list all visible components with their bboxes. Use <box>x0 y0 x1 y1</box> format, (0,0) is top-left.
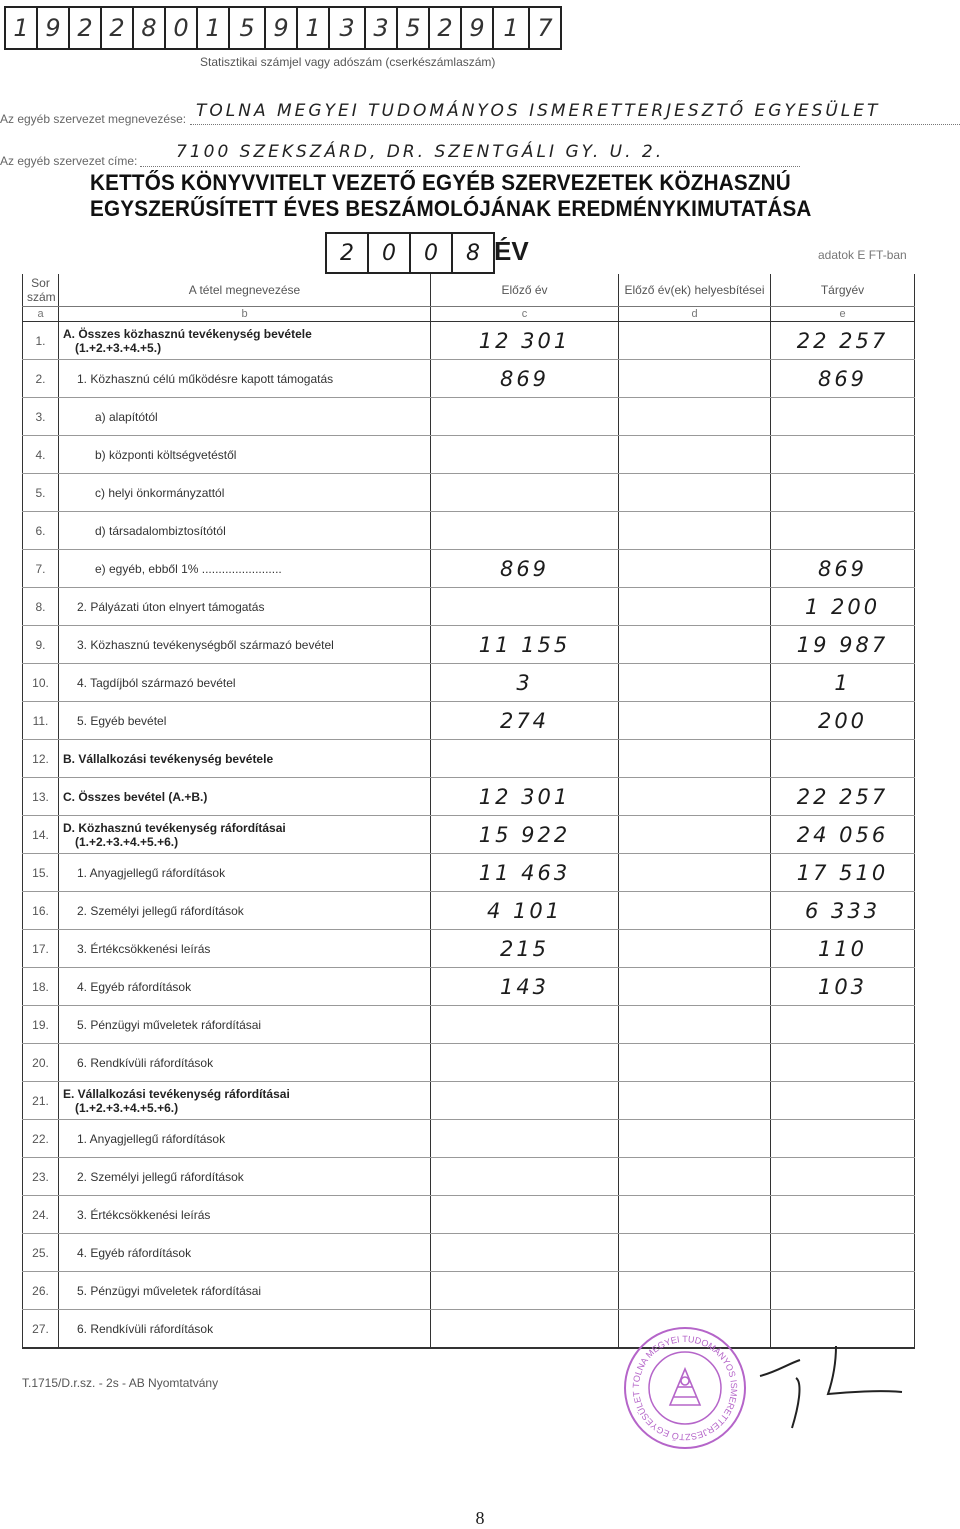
table-row <box>23 474 915 512</box>
org-address-value: 7100 SZEKSZÁRD, DR. SZENTGÁLI GY. U. 2. <box>176 142 665 162</box>
prev-year-value <box>431 1082 619 1120</box>
prev-year-value: 11 463 <box>431 854 619 892</box>
adjustment-value <box>619 816 771 854</box>
header-curr: Tárgyév <box>771 274 915 307</box>
prev-year-value: 143 <box>431 968 619 1006</box>
row-label: 4. Egyéb ráfordítások <box>77 1245 192 1260</box>
row-label: d) társadalombiztosítótól <box>95 523 226 538</box>
row-label-cell <box>59 1196 431 1234</box>
row-label-formula: (1.+2.+3.+4.+5.+6.) <box>75 1100 179 1115</box>
row-label: e) egyéb, ebből 1% ........................ <box>95 561 282 576</box>
stat-digit-box: 1 <box>4 6 38 50</box>
current-year-value <box>771 1044 915 1082</box>
adjustment-value <box>619 778 771 816</box>
table-letter-row <box>23 307 915 322</box>
stat-digit-box: 9 <box>36 6 70 50</box>
row-label-cell <box>59 702 431 740</box>
adjustment-value <box>619 1158 771 1196</box>
row-label-cell <box>59 778 431 816</box>
current-year-value: 103 <box>771 968 915 1006</box>
prev-year-value <box>431 1196 619 1234</box>
year-digit-box: 0 <box>409 232 453 274</box>
statistical-number-caption: Statisztikai számjel vagy adószám (cserkészámlaszám) <box>200 55 496 69</box>
stat-digit-box: 0 <box>164 6 198 50</box>
table-row <box>23 816 915 854</box>
prev-year-value <box>431 1006 619 1044</box>
header-prev: Előző év <box>431 274 619 307</box>
row-number: 5. <box>23 474 59 512</box>
current-year-value: 1 200 <box>771 588 915 626</box>
current-year-value: 24 056 <box>771 816 915 854</box>
row-number: 2. <box>23 360 59 398</box>
row-number: 26. <box>23 1272 59 1310</box>
prev-year-value <box>431 474 619 512</box>
report-title-line2: EGYSZERŰSÍTETT ÉVES BESZÁMOLÓJÁNAK EREDMÉNYKIMUTATÁSA <box>90 196 812 221</box>
stat-digit-box: 8 <box>132 6 166 50</box>
row-label: 2. Pályázati úton elnyert támogatás <box>77 599 265 614</box>
row-label-cell <box>59 436 431 474</box>
adjustment-value <box>619 702 771 740</box>
table-row <box>23 1120 915 1158</box>
adjustment-value <box>619 1272 771 1310</box>
statistical-number-boxes <box>4 6 560 50</box>
stat-digit-box: 7 <box>528 6 562 50</box>
header-adj: Előző év(ek) helyesbítései <box>619 274 771 307</box>
row-label-formula: (1.+2.+3.+4.+5.+6.) <box>75 834 179 849</box>
prev-year-value <box>431 1044 619 1082</box>
row-number: 15. <box>23 854 59 892</box>
prev-year-value <box>431 588 619 626</box>
stat-digit-box: 1 <box>492 6 530 50</box>
adjustment-value <box>619 1196 771 1234</box>
stat-digit-box: 3 <box>328 6 366 50</box>
year-digit-box: 8 <box>451 232 495 274</box>
current-year-value: 19 987 <box>771 626 915 664</box>
print-code: T.1715/D.r.sz. - 2s - AB Nyomtatvány <box>22 1376 219 1390</box>
row-label-cell <box>59 930 431 968</box>
current-year-value <box>771 1082 915 1120</box>
row-number: 24. <box>23 1196 59 1234</box>
prev-year-value <box>431 1272 619 1310</box>
adjustment-value <box>619 1044 771 1082</box>
org-address-label: Az egyéb szervezet címe: <box>0 154 138 168</box>
current-year-value: 1 <box>771 664 915 702</box>
row-label: 4. Tagdíjból származó bevétel <box>77 675 236 690</box>
current-year-value <box>771 436 915 474</box>
table-row <box>23 740 915 778</box>
row-number: 4. <box>23 436 59 474</box>
current-year-value <box>771 1158 915 1196</box>
table-row <box>23 702 915 740</box>
year-digit-box: 0 <box>367 232 411 274</box>
row-label-cell <box>59 398 431 436</box>
row-label: b) központi költségvetéstől <box>95 447 237 462</box>
table-header-row <box>23 274 915 307</box>
stamp-emblem <box>670 1369 700 1405</box>
table-row <box>23 930 915 968</box>
row-label: c) helyi önkormányzattól <box>95 485 225 500</box>
row-label: D. Közhasznú tevékenység ráfordításai <box>63 820 286 835</box>
row-label: 3. Közhasznú tevékenységből származó bevétel <box>77 637 334 652</box>
table-row <box>23 588 915 626</box>
row-number: 7. <box>23 550 59 588</box>
prev-year-value: 4 101 <box>431 892 619 930</box>
current-year-value: 17 510 <box>771 854 915 892</box>
row-label: A. Összes közhasznú tevékenység bevétele <box>63 326 312 341</box>
prev-year-value: 12 301 <box>431 778 619 816</box>
row-number: 18. <box>23 968 59 1006</box>
current-year-value <box>771 1196 915 1234</box>
header-item: A tétel megnevezése <box>59 274 431 307</box>
row-label: 3. Értékcsökkenési leírás <box>77 1207 211 1222</box>
prev-year-value <box>431 1158 619 1196</box>
stat-digit-box: 2 <box>68 6 102 50</box>
current-year-value <box>771 474 915 512</box>
row-number: 14. <box>23 816 59 854</box>
current-year-value: 22 257 <box>771 322 915 360</box>
current-year-value <box>771 1234 915 1272</box>
adjustment-value <box>619 664 771 702</box>
org-address-underline <box>140 166 800 167</box>
row-label-cell <box>59 664 431 702</box>
adjustment-value <box>619 626 771 664</box>
row-label: 2. Személyi jellegű ráfordítások <box>77 1169 244 1184</box>
stat-digit-box: 3 <box>364 6 398 50</box>
org-name-label: Az egyéb szervezet megnevezése: <box>0 112 187 126</box>
adjustment-value <box>619 436 771 474</box>
row-number: 20. <box>23 1044 59 1082</box>
table-row <box>23 436 915 474</box>
row-number: 25. <box>23 1234 59 1272</box>
table-row <box>23 1196 915 1234</box>
prev-year-value <box>431 436 619 474</box>
prev-year-value: 3 <box>431 664 619 702</box>
adjustment-value <box>619 1006 771 1044</box>
table-row <box>23 550 915 588</box>
row-label-cell <box>59 1082 431 1120</box>
row-label-cell <box>59 512 431 550</box>
row-label-cell <box>59 740 431 778</box>
row-label: C. Összes bevétel (A.+B.) <box>63 789 208 804</box>
row-label: 5. Pénzügyi műveletek ráfordításai <box>77 1283 262 1298</box>
year-digit-box: 2 <box>325 232 369 274</box>
row-label-formula: (1.+2.+3.+4.+5.) <box>75 340 162 355</box>
prev-year-value: 15 922 <box>431 816 619 854</box>
prev-year-value <box>431 1120 619 1158</box>
table-row <box>23 398 915 436</box>
organization-stamp <box>622 1325 748 1451</box>
row-label: 3. Értékcsökkenési leírás <box>77 941 211 956</box>
org-name-value: TOLNA MEGYEI TUDOMÁNYOS ISMERETTERJESZTŐ EGYESÜLET <box>196 101 881 121</box>
row-label: 4. Egyéb ráfordítások <box>77 979 192 994</box>
row-number: 19. <box>23 1006 59 1044</box>
row-label: 6. Rendkívüli ráfordítások <box>77 1321 214 1336</box>
current-year-value: 869 <box>771 360 915 398</box>
table-row <box>23 512 915 550</box>
table-row <box>23 626 915 664</box>
current-year-value <box>771 1006 915 1044</box>
current-year-value <box>771 1272 915 1310</box>
adjustment-value <box>619 322 771 360</box>
row-label: E. Vállalkozási tevékenység ráfordításai <box>63 1086 290 1101</box>
table-row <box>23 892 915 930</box>
adjustment-value <box>619 474 771 512</box>
adjustment-value <box>619 1120 771 1158</box>
prev-year-value <box>431 740 619 778</box>
row-label: 1. Közhasznú célú működésre kapott támogatás <box>77 371 334 386</box>
row-number: 13. <box>23 778 59 816</box>
stat-digit-box: 5 <box>396 6 430 50</box>
row-label: 2. Személyi jellegű ráfordítások <box>77 903 244 918</box>
current-year-value: 200 <box>771 702 915 740</box>
row-number: 21. <box>23 1082 59 1120</box>
table-row <box>23 968 915 1006</box>
row-label: B. Vállalkozási tevékenység bevétele <box>63 751 274 766</box>
units-note: adatok E FT-ban <box>818 248 907 262</box>
org-name-underline <box>190 124 960 125</box>
adjustment-value <box>619 930 771 968</box>
letter-d: d <box>619 307 771 322</box>
prev-year-value: 869 <box>431 550 619 588</box>
row-number: 10. <box>23 664 59 702</box>
letter-b: b <box>59 307 431 322</box>
adjustment-value <box>619 550 771 588</box>
stat-digit-box: 2 <box>428 6 462 50</box>
row-label: a) alapítótól <box>95 409 158 424</box>
row-label-cell <box>59 588 431 626</box>
year-suffix: ÉV <box>494 236 529 266</box>
row-number: 9. <box>23 626 59 664</box>
row-label-cell <box>59 816 431 854</box>
table-row <box>23 664 915 702</box>
row-number: 23. <box>23 1158 59 1196</box>
adjustment-value <box>619 892 771 930</box>
current-year-value: 110 <box>771 930 915 968</box>
current-year-value <box>771 1120 915 1158</box>
adjustment-value <box>619 854 771 892</box>
report-title-line1: KETTŐS KÖNYVVITELT VEZETŐ EGYÉB SZERVEZETEK KÖZHASZNÚ <box>90 170 791 195</box>
stat-digit-box: 9 <box>264 6 298 50</box>
prev-year-value <box>431 1234 619 1272</box>
row-label: 1. Anyagjellegű ráfordítások <box>77 865 226 880</box>
letter-c: c <box>431 307 619 322</box>
row-number: 17. <box>23 930 59 968</box>
row-label-cell <box>59 550 431 588</box>
adjustment-value <box>619 512 771 550</box>
stat-digit-box: 9 <box>460 6 494 50</box>
row-number: 1. <box>23 322 59 360</box>
adjustment-value <box>619 1234 771 1272</box>
income-statement-table <box>22 274 915 1349</box>
current-year-value <box>771 512 915 550</box>
table-row <box>23 322 915 360</box>
prev-year-value: 12 301 <box>431 322 619 360</box>
row-number: 6. <box>23 512 59 550</box>
row-label-cell <box>59 1310 431 1349</box>
row-number: 22. <box>23 1120 59 1158</box>
table-row <box>23 1082 915 1120</box>
prev-year-value <box>431 1310 619 1349</box>
signature <box>752 1342 912 1432</box>
row-label-cell <box>59 1234 431 1272</box>
table-row <box>23 1006 915 1044</box>
current-year-value <box>771 398 915 436</box>
table-row <box>23 360 915 398</box>
row-number: 8. <box>23 588 59 626</box>
adjustment-value <box>619 968 771 1006</box>
row-number: 16. <box>23 892 59 930</box>
table-row <box>23 1234 915 1272</box>
stat-digit-box: 5 <box>228 6 266 50</box>
adjustment-value <box>619 360 771 398</box>
current-year-value: 6 333 <box>771 892 915 930</box>
prev-year-value <box>431 398 619 436</box>
row-label: 1. Anyagjellegű ráfordítások <box>77 1131 226 1146</box>
adjustment-value <box>619 588 771 626</box>
row-label-cell <box>59 892 431 930</box>
current-year-value: 869 <box>771 550 915 588</box>
adjustment-value <box>619 398 771 436</box>
table-row <box>23 1044 915 1082</box>
current-year-value <box>771 740 915 778</box>
stat-digit-box: 2 <box>100 6 134 50</box>
row-label-cell <box>59 1272 431 1310</box>
row-label-cell <box>59 360 431 398</box>
header-sor: Sor szám <box>23 274 59 307</box>
stamp-text: TOLNA MEGYEI TUDOMÁNYOS ISMERETTERJESZTŐ EGYESÜLET <box>630 1333 740 1443</box>
table-row <box>23 778 915 816</box>
prev-year-value: 215 <box>431 930 619 968</box>
row-label-cell <box>59 322 431 360</box>
row-number: 27. <box>23 1310 59 1349</box>
adjustment-value <box>619 740 771 778</box>
row-number: 12. <box>23 740 59 778</box>
prev-year-value: 869 <box>431 360 619 398</box>
prev-year-value <box>431 512 619 550</box>
row-label-cell <box>59 1044 431 1082</box>
row-label-cell <box>59 1158 431 1196</box>
stat-digit-box: 1 <box>196 6 230 50</box>
table-row <box>23 1158 915 1196</box>
row-label-cell <box>59 474 431 512</box>
letter-a: a <box>23 307 59 322</box>
year-boxes <box>325 232 493 274</box>
prev-year-value: 11 155 <box>431 626 619 664</box>
prev-year-value: 274 <box>431 702 619 740</box>
adjustment-value <box>619 1082 771 1120</box>
row-label: 6. Rendkívüli ráfordítások <box>77 1055 214 1070</box>
page-number: 8 <box>475 1508 485 1528</box>
row-label: 5. Pénzügyi műveletek ráfordításai <box>77 1017 262 1032</box>
current-year-value: 22 257 <box>771 778 915 816</box>
row-number: 11. <box>23 702 59 740</box>
table-row <box>23 854 915 892</box>
letter-e: e <box>771 307 915 322</box>
table-row <box>23 1272 915 1310</box>
row-label-cell <box>59 1006 431 1044</box>
stat-digit-box: 1 <box>296 6 330 50</box>
row-number: 3. <box>23 398 59 436</box>
row-label-cell <box>59 854 431 892</box>
row-label-cell <box>59 626 431 664</box>
row-label-cell <box>59 968 431 1006</box>
row-label-cell <box>59 1120 431 1158</box>
row-label: 5. Egyéb bevétel <box>77 713 167 728</box>
